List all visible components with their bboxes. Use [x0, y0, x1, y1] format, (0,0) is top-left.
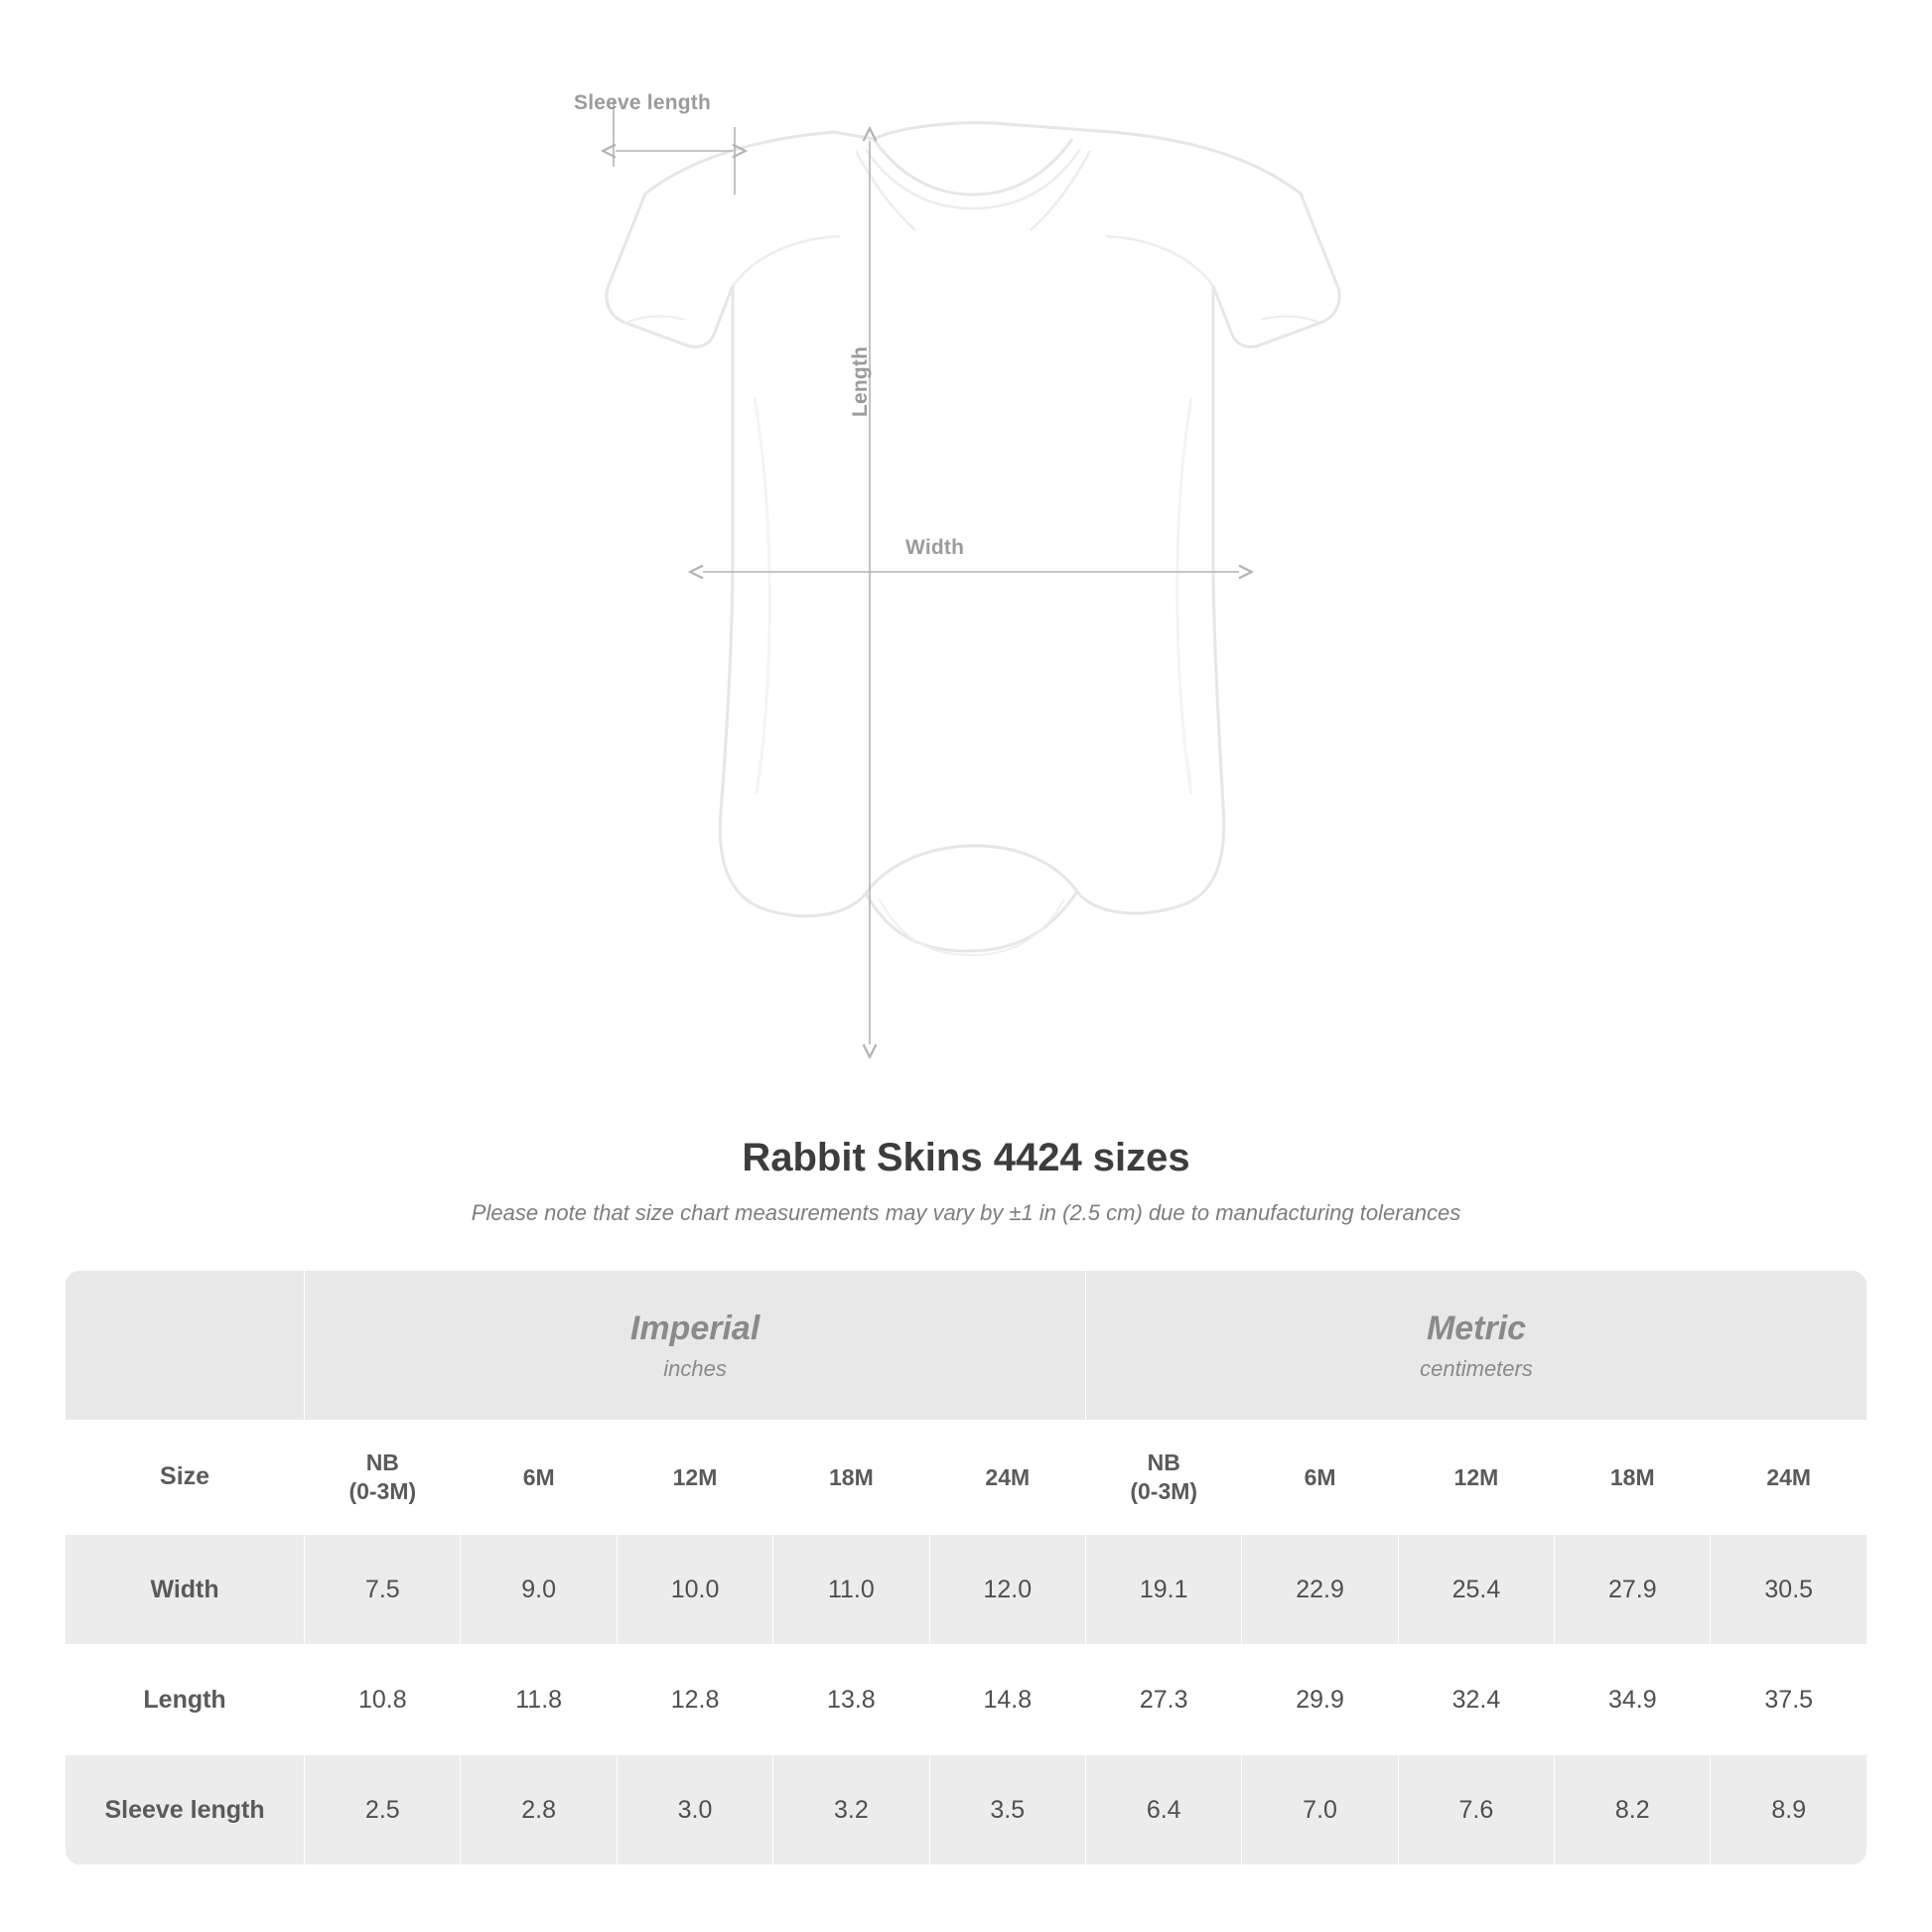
- column-header-nb-imperial-line1: NB: [365, 1449, 399, 1476]
- cell-sleeve-24m-cm: 8.9: [1711, 1755, 1867, 1865]
- imperial-sub: inches: [663, 1356, 727, 1382]
- cell-width-18m-in: 11.0: [773, 1535, 929, 1645]
- column-header-12m-imperial: 12M: [617, 1421, 772, 1535]
- metric-name: Metric: [1426, 1309, 1527, 1347]
- column-header-nb-imperial: [305, 1421, 461, 1535]
- table-row: [66, 1645, 1867, 1755]
- cell-width-18m-cm: 27.9: [1555, 1535, 1711, 1645]
- cell-width-24m-cm: 30.5: [1711, 1535, 1867, 1645]
- sleeve-length-dimension-label: Sleeve length: [574, 91, 711, 114]
- cell-length-nb-cm: 27.3: [1086, 1645, 1242, 1755]
- cell-width-nb-cm: 19.1: [1086, 1535, 1242, 1645]
- width-dimension-label: Width: [905, 536, 965, 559]
- cell-width-nb-in: 7.5: [305, 1535, 461, 1645]
- cell-sleeve-6m-cm: 7.0: [1242, 1755, 1398, 1865]
- bodysuit-shape: [607, 123, 1339, 955]
- column-header-nb-metric-line1: NB: [1147, 1449, 1180, 1476]
- length-dimension-label: Length: [849, 345, 872, 417]
- table-row: [66, 1535, 1867, 1645]
- cell-sleeve-18m-in: 3.2: [773, 1755, 929, 1865]
- cell-sleeve-24m-in: 3.5: [929, 1755, 1085, 1865]
- tolerance-note: Please note that size chart measurements may vary by ±1 in (2.5 cm) due to manufacturing tolerances: [471, 1200, 1461, 1225]
- cell-sleeve-nb-cm: 6.4: [1086, 1755, 1242, 1865]
- metric-sub: centimeters: [1420, 1356, 1533, 1382]
- cell-length-12m-in: 12.8: [617, 1645, 772, 1755]
- cell-sleeve-18m-cm: 8.2: [1555, 1755, 1711, 1865]
- size-column-header: Size: [66, 1421, 305, 1535]
- unit-header-row: [66, 1271, 1867, 1421]
- cell-length-18m-cm: 34.9: [1555, 1645, 1711, 1755]
- cell-sleeve-nb-in: 2.5: [305, 1755, 461, 1865]
- cell-length-nb-in: 10.8: [305, 1645, 461, 1755]
- title-block: [0, 1136, 1932, 1226]
- column-header-6m-metric: 6M: [1242, 1421, 1398, 1535]
- row-label-sleeve-length: Sleeve length: [66, 1755, 305, 1865]
- column-header-12m-metric: 12M: [1398, 1421, 1554, 1535]
- row-label-width: Width: [66, 1535, 305, 1645]
- size-table-wrapper: [65, 1270, 1867, 1865]
- column-header-24m-metric: 24M: [1711, 1421, 1867, 1535]
- column-header-18m-imperial: 18M: [773, 1421, 929, 1535]
- cell-width-24m-in: 12.0: [929, 1535, 1085, 1645]
- column-header-nb-imperial-line2: (0-3M): [348, 1478, 417, 1504]
- column-header-18m-metric: 18M: [1555, 1421, 1711, 1535]
- size-table: [65, 1270, 1867, 1865]
- cell-length-18m-in: 13.8: [773, 1645, 929, 1755]
- cell-length-24m-in: 14.8: [929, 1645, 1085, 1755]
- column-header-nb-metric: [1086, 1421, 1242, 1535]
- cell-sleeve-6m-in: 2.8: [461, 1755, 617, 1865]
- column-header-nb-metric-line2: (0-3M): [1130, 1478, 1198, 1504]
- cell-width-6m-in: 9.0: [461, 1535, 617, 1645]
- cell-width-12m-cm: 25.4: [1398, 1535, 1554, 1645]
- cell-sleeve-12m-cm: 7.6: [1398, 1755, 1554, 1865]
- table-row: [66, 1755, 1867, 1865]
- unit-group-imperial: [305, 1271, 1086, 1421]
- cell-sleeve-12m-in: 3.0: [617, 1755, 772, 1865]
- column-header-6m-imperial: 6M: [461, 1421, 617, 1535]
- cell-width-6m-cm: 22.9: [1242, 1535, 1398, 1645]
- unit-group-metric: [1086, 1271, 1867, 1421]
- cell-length-6m-in: 11.8: [461, 1645, 617, 1755]
- size-header-row: [66, 1421, 1867, 1535]
- cell-length-24m-cm: 37.5: [1711, 1645, 1867, 1755]
- cell-length-12m-cm: 32.4: [1398, 1645, 1554, 1755]
- unit-header-spacer: [66, 1271, 305, 1421]
- row-label-length: Length: [66, 1645, 305, 1755]
- imperial-name: Imperial: [629, 1309, 760, 1347]
- cell-length-6m-cm: 29.9: [1242, 1645, 1398, 1755]
- cell-width-12m-in: 10.0: [617, 1535, 772, 1645]
- page-title: Rabbit Skins 4424 sizes: [742, 1136, 1190, 1179]
- column-header-24m-imperial: 24M: [929, 1421, 1085, 1535]
